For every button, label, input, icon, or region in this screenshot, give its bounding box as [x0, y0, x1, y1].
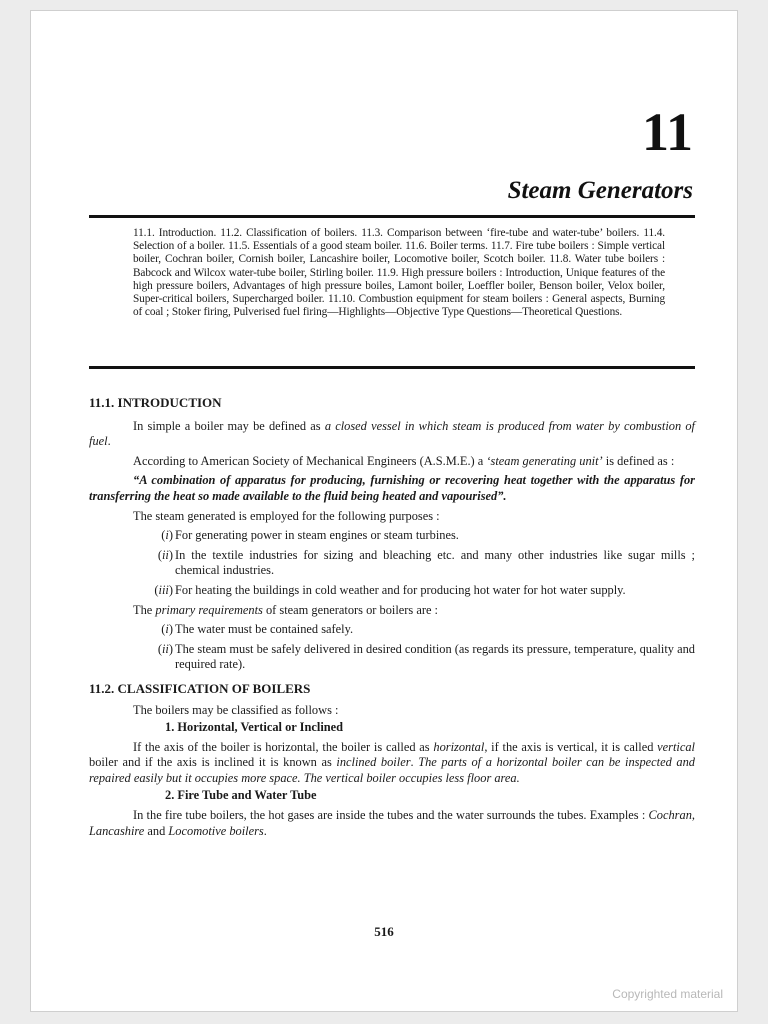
text-run: In the fire tube boilers, the hot gases are inside the tubes and the water surrounds the tubes. Examples :: [133, 808, 649, 823]
requirements-list: [89, 622, 695, 673]
page-number: 516: [374, 924, 394, 939]
asme-quote: “A combination of apparatus for producing, furnishing or recovering heat together with the apparatus for transferring the heat so made available to the fluid being heated and vapourised”.: [89, 473, 695, 503]
paragraph-asme: [89, 454, 695, 470]
text-run: The: [133, 602, 156, 617]
emphasis-text: Cochran, Lancashire: [89, 808, 695, 838]
list-item-text: The steam must be safely delivered in desired condition (as regards its pressure, temperature, quality and required rate).: [175, 641, 695, 672]
list-item: [89, 583, 695, 599]
text-run: boiler and if the axis is inclined it is known as: [89, 755, 337, 770]
paragraph-fire-tube: [89, 808, 695, 839]
chapter-number: 11: [641, 102, 693, 162]
paragraph-requirements-intro: [89, 603, 695, 619]
text-run: is defined as :: [602, 453, 675, 468]
text-run: If the axis of the boiler is horizontal, the boiler is called as: [133, 739, 434, 754]
list-item: [89, 528, 695, 544]
chapter-contents: [133, 227, 665, 319]
paragraph-classification-intro: The boilers may be classified as follows :: [133, 702, 339, 717]
emphasis-text: a closed vessel in which steam is produced from water by combustion of fuel: [89, 418, 695, 449]
text-run: .: [107, 434, 111, 449]
copyright-watermark: Copyrighted material: [612, 987, 723, 1001]
paragraph-orientation: [89, 740, 695, 787]
uses-list: [89, 528, 695, 598]
section-heading-introduction: 11.1. INTRODUCTION: [89, 395, 222, 410]
list-marker: (i): [161, 528, 173, 543]
paragraph-uses-intro: The steam generated is employed for the following purposes :: [133, 508, 440, 523]
subheading-orientation: 1. Horizontal, Vertical or Inclined: [165, 720, 344, 735]
list-marker: (iii): [154, 582, 173, 597]
text-run: According to American Society of Mechanical Engineers (A.S.M.E.) a: [133, 453, 487, 468]
emphasis-text: vertical: [657, 739, 695, 754]
list-item-text: The water must be contained safely.: [175, 622, 354, 637]
text-run: .: [263, 823, 267, 838]
emphasis-text: Locomotive boilers: [168, 823, 264, 838]
text-run: , if the axis is vertical, it is called: [484, 739, 658, 754]
list-item: [89, 548, 695, 579]
chapter-title: Steam Generators: [507, 177, 693, 204]
emphasis-text: primary requirements: [155, 602, 263, 617]
emphasis-text: The parts of a horizontal boiler can be inspected and repaired easily but it occupies more space. The vertical boiler occupies less floor area.: [89, 755, 695, 785]
body-text: [89, 395, 695, 839]
book-page: [30, 10, 738, 1012]
list-item: [89, 642, 695, 673]
emphasis-text: ‘steam generating unit’: [486, 453, 603, 468]
list-marker: (i): [161, 622, 173, 637]
subheading-fire-water-tube: 2. Fire Tube and Water Tube: [165, 788, 317, 803]
emphasis-text: inclined boiler: [336, 755, 411, 770]
list-item-text: For generating power in steam engines or steam turbines.: [175, 528, 459, 543]
list-marker: (ii): [157, 547, 173, 562]
emphasis-text: horizontal: [433, 739, 485, 754]
paragraph-definition: [89, 419, 695, 450]
text-run: .: [410, 755, 419, 770]
list-item-text: In the textile industries for sizing and bleaching etc. and many other industries like sugar mills ; chemical industries.: [175, 547, 695, 578]
contents-text: 11.1. Introduction. 11.2. Classification of boilers. 11.3. Comparison between ‘fire-tube and water-tube’ boilers. 11.4. Selection of a boiler. 11.5. Essentials of a good steam boiler. 11.6. Boiler terms. 11.7. Fire tube boilers : Simple vertical boiler, Cochran boiler, Cornish boiler, Lancashire boiler, Locomotive boiler, Scotch boiler. 11.8. Water tube boilers : Babcock and Wilcox water-tube boiler, Stirling boiler. 11.9. High pressure boilers : Introduction, Unique features of the high pressure boilers, Advantages of high pressure boiles, Lamont boiler, Loeffler boiler, Benson boiler, Velox boiler, Super-critical boilers, Supercharged boiler. 11.10. Combustion equipment for steam boilers : General aspects, Burning of coal ; Stoker firing, Pulverised fuel firing—Highlights—Objective Type Questions—Theoretical Questions.: [133, 227, 665, 319]
bottom-rule: [89, 366, 695, 369]
list-item-text: For heating the buildings in cold weather and for producing hot water for hot water supply.: [175, 582, 626, 597]
list-marker: (ii): [157, 641, 173, 656]
list-item: [89, 622, 695, 638]
text-run: In simple a boiler may be defined as: [133, 418, 325, 433]
section-heading-classification: 11.2. CLASSIFICATION OF BOILERS: [89, 680, 311, 696]
top-rule: [89, 215, 695, 218]
text-run: and: [144, 823, 169, 838]
text-run: of steam generators or boilers are :: [262, 602, 438, 617]
